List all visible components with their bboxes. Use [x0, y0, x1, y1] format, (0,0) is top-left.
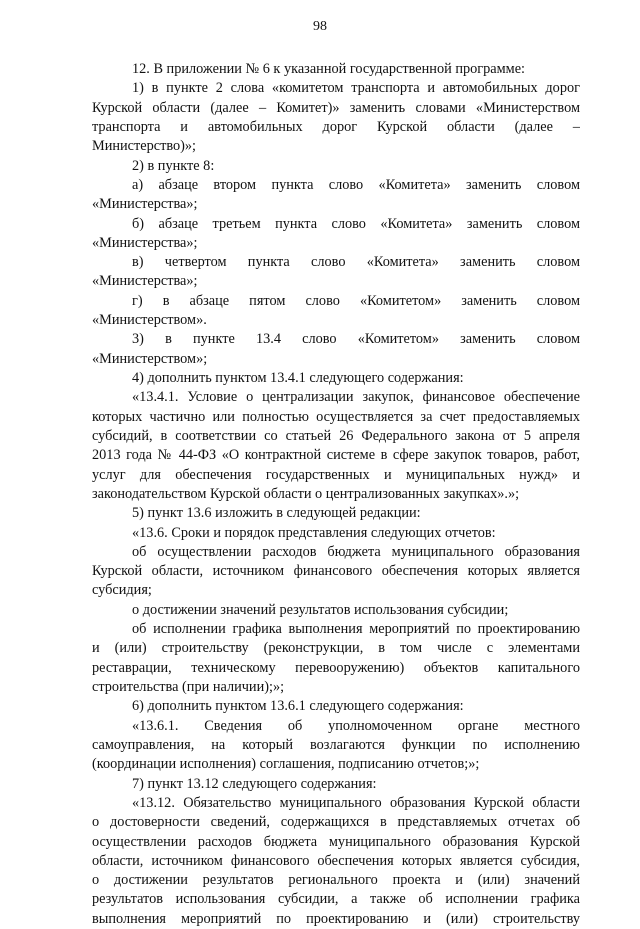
text-line: 2) в пункте 8: [132, 157, 215, 174]
text-line: реставрации, техническому перевооружению) объектов капитального [92, 659, 580, 676]
text-line: и (или) строительству (реконструкции, в том числе с элементами [92, 640, 580, 657]
text-line: строительства (при наличии);»; [92, 679, 285, 695]
text-line: транспорта и автомобильных дорог Курской области (далее – [92, 118, 580, 135]
text-line: 7) пункт 13.12 следующего содержания: [132, 775, 377, 792]
text-line: «13.12. Обязательство муниципального образования Курской области [132, 794, 580, 811]
text-line: субсидия; [92, 582, 152, 599]
text-line: о достижении значений результатов использования субсидии; [132, 601, 509, 618]
text-line: Министерство)»; [92, 138, 197, 155]
text-line: субсидий, в соответствии со статьей 26 Федерального закона от 5 апреля [92, 427, 580, 444]
text-line: законодательством Курской области о централизованных закупках».»; [92, 485, 520, 502]
text-line: 12. В приложении № 6 к указанной государственной программе: [132, 61, 526, 77]
text-line: которых частично или полностью осуществляется за счет предоставляемых [92, 408, 580, 425]
text-line: в) четвертом пункта слово «Комитета» заменить словом [132, 254, 580, 271]
text-line: 4) дополнить пунктом 13.4.1 следующего содержания: [132, 370, 464, 386]
text-line: «13.6. Сроки и порядок представления следующих отчетов: [132, 524, 496, 541]
text-line: об исполнении графика выполнения мероприятий по проектированию [132, 621, 580, 638]
text-line: «Министерства»; [92, 196, 198, 213]
text-line: а) абзаце втором пункта слово «Комитета» заменить словом [132, 176, 580, 193]
text-line: «Министерства»; [92, 234, 198, 251]
text-line: о достижении результатов регионального проекта и (или) значений [92, 872, 580, 889]
text-line: выполнения мероприятий по проектированию и (или) строительству [92, 910, 580, 927]
document-body [92, 60, 580, 929]
text-line: услуг для обеспечения государственных и муниципальных нужд» и [92, 466, 580, 483]
text-line: 1) в пункте 2 слова «комитетом транспорта и автомобильных дорог [132, 80, 580, 97]
text-line: «Министерства»; [92, 273, 198, 290]
text-line: 5) пункт 13.6 изложить в следующей редакции: [132, 505, 421, 522]
text-line: результатов использования субсидии, а также об исполнении графика [92, 891, 580, 908]
text-line: 3) в пункте 13.4 слово «Комитетом» заменить словом [132, 331, 580, 348]
text-line: «13.6.1. Сведения об уполномоченном органе местного [132, 717, 580, 734]
text-line: Курской области (далее – Комитет)» заменить словами «Министерством [92, 99, 580, 116]
text-line: 6) дополнить пунктом 13.6.1 следующего содержания: [132, 698, 464, 715]
text-line: (координации исполнения) соглашения, подписанию отчетов;»; [92, 756, 480, 773]
text-line: 2013 года № 44-ФЗ «О контрактной системе в сфере закупок товаров, работ, [92, 447, 580, 464]
text-line: об осуществлении расходов бюджета муниципального образования [132, 543, 580, 560]
page-number: 98 [313, 19, 327, 34]
text-line: области, источником финансового обеспечения которых является субсидия, [92, 852, 580, 869]
text-line: г) в абзаце пятом слово «Комитетом» заменить словом [132, 292, 580, 309]
text-line: осуществлении расходов бюджета муниципального образования Курской [92, 833, 580, 850]
text-line: Курской области, источником финансового обеспечения которых является [92, 563, 580, 580]
text-line: «13.4.1. Условие о централизации закупок, финансовое обеспечение [132, 389, 580, 406]
text-line: о достоверности сведений, содержащихся в представляемых отчетах об [92, 814, 580, 831]
text-line: «Министерством». [92, 312, 207, 329]
text-line: «Министерством»; [92, 350, 208, 367]
text-line: самоуправления, на который возлагаются функции по исполнению [92, 736, 580, 753]
text-line: б) абзаце третьем пункта слово «Комитета» заменить словом [132, 215, 580, 232]
